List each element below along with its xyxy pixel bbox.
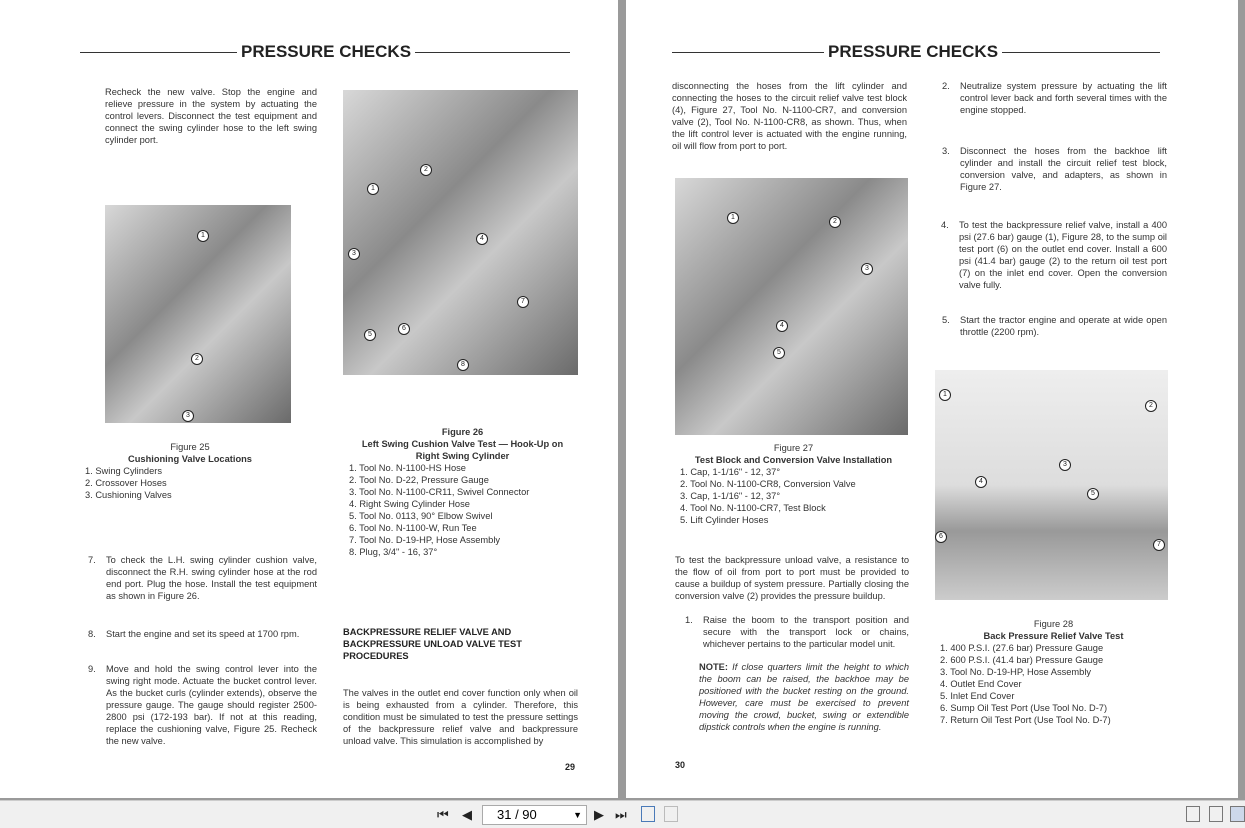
figure-25-caption: [85, 441, 295, 501]
step-number: 7.: [88, 555, 96, 565]
step-7: [88, 554, 317, 602]
figure-26-image: [343, 90, 578, 375]
legend-item: 4. Tool No. N-1100-CR7, Test Block: [680, 503, 826, 513]
header-title: PRESSURE CHECKS: [828, 42, 999, 61]
two-page-view-icon[interactable]: [1230, 806, 1245, 822]
legend-item: 2. 600 P.S.I. (41.4 bar) Pressure Gauge: [940, 655, 1104, 665]
first-page-button[interactable]: ⏮: [437, 807, 449, 822]
step-text: To test the backpressure relief valve, install a 400 psi (27.6 bar) gauge (1), Figure 28, to the sump oil test port (6) on the outlet end cover. Install a 600 psi (41.4 bar) gauge (2) to the return oil test port (7) on the inlet end cover. Open the conversion valve fully.: [959, 220, 1167, 290]
section-paragraph: The valves in the outlet end cover function only when oil is being exhausted from a cylinder. Therefore, this condition must be simulated to test the pressure settings of the backpressure relief valve and backpressure unload valve. This simulation is accomplished by: [343, 688, 578, 746]
last-page-button[interactable]: ⏭: [615, 807, 627, 822]
page-header: [80, 42, 570, 62]
note-text: If close quarters limit the height to which the boom can be raised, the backhoe may be positioned with the bucket resting on the ground. However, care must be exercised to prevent moving the crowd, bucket, swing or extendible dipstick controls when the engine is running.: [699, 662, 909, 732]
callout: 6: [398, 323, 410, 335]
next-page-button[interactable]: ▶: [594, 807, 604, 822]
legend-item: 5. Lift Cylinder Hoses: [680, 515, 769, 525]
legend-item: 8. Plug, 3/4" - 16, 37°: [349, 547, 438, 557]
step-number: 4.: [941, 220, 949, 230]
step-text: Move and hold the swing control lever into the swing right mode. Actuate the bucket control lever. As the bucket curls (cylinder extends), observe the pressure gauge. The gauge should register 2500-2800 psi (172-193 bar). If not at this reading, replace the cushioning valve, Figure 25. Recheck the new valve.: [106, 664, 317, 746]
legend-item: 5. Inlet End Cover: [940, 691, 1015, 701]
callout: 5: [773, 347, 785, 359]
figure-legend-list: [936, 642, 1171, 726]
legend-item: 3. Tool No. N-1100-CR11, Swivel Connector: [349, 487, 530, 497]
callout: 2: [1145, 400, 1157, 412]
figure-27-image: [675, 178, 908, 435]
chevron-down-icon: ▼: [573, 810, 582, 820]
callout: 2: [191, 353, 203, 365]
figure-25-image: [105, 205, 291, 423]
callout: 1: [939, 389, 951, 401]
figure-28-image: [935, 370, 1168, 600]
figure-subtitle: Back Pressure Relief Valve Test: [983, 631, 1124, 641]
figure-subtitle: Cushioning Valve Locations: [128, 454, 252, 464]
step-3: [942, 145, 1167, 193]
step-text: Start the engine and set its speed at 1700 rpm.: [106, 629, 300, 639]
unload-paragraph: To test the backpressure unload valve, a resistance to the flow of oil from port to port must be provided to cause a buildup of system pressure. Partially closing the conversion valve (2) provides the pressure buildup.: [675, 555, 909, 601]
figure-title: Figure 25: [170, 442, 210, 452]
legend-item: 4. Outlet End Cover: [940, 679, 1022, 689]
legend-item: 2. Tool No. N-1100-CR8, Conversion Valve: [680, 479, 856, 489]
callout: 1: [197, 230, 209, 242]
page-number: 30: [675, 760, 686, 770]
legend-item: 4. Right Swing Cylinder Hose: [349, 499, 470, 509]
callout: 3: [861, 263, 873, 275]
step-text: Disconnect the hoses from the backhoe lift cylinder and install the circuit relief test block, conversion valve, and adapters, as shown in Figure 27.: [960, 146, 1167, 192]
step-8: [88, 628, 328, 640]
callout: 4: [975, 476, 987, 488]
callout: 7: [517, 296, 529, 308]
figure-legend-list: [676, 466, 911, 526]
callout: 3: [348, 248, 360, 260]
callout: 2: [420, 164, 432, 176]
callout: 5: [1087, 488, 1099, 500]
fit-width-icon[interactable]: [664, 806, 678, 822]
callout: 1: [727, 212, 739, 224]
step-text: Neutralize system pressure by actuating the lift control lever back and forth several times with the engine stopped.: [960, 81, 1167, 115]
page-number: 29: [565, 762, 576, 772]
note-label: NOTE:: [699, 662, 728, 672]
step-text: Start the tractor engine and operate at wide open throttle (2200 rpm).: [960, 315, 1167, 337]
step-text: Raise the boom to the transport position and secure with the transport lock or chains, whichever pertains to the particular model unit.: [703, 615, 909, 649]
callout: 5: [364, 329, 376, 341]
single-page-view-icon[interactable]: [1186, 806, 1200, 822]
step-5: [942, 314, 1167, 338]
legend-item: 1. Swing Cylinders: [85, 466, 162, 476]
right-page: [626, 0, 1238, 798]
callout: 2: [829, 216, 841, 228]
note: [699, 661, 909, 733]
viewer-toolbar: [0, 800, 1245, 828]
header-title: PRESSURE CHECKS: [241, 42, 412, 61]
callout: 8: [457, 359, 469, 371]
step-2: [942, 80, 1167, 116]
callout: 3: [182, 410, 194, 422]
figure-legend-list: [85, 465, 295, 501]
step-number: 5.: [942, 315, 950, 325]
step-4: [941, 219, 1167, 291]
callout: 3: [1059, 459, 1071, 471]
legend-item: 6. Sump Oil Test Port (Use Tool No. D-7): [940, 703, 1108, 713]
figure-28-caption: [936, 618, 1171, 726]
callout: 4: [476, 233, 488, 245]
callout: 7: [1153, 539, 1165, 551]
legend-item: 3. Cap, 1-1/16" - 12, 37°: [680, 491, 781, 501]
step-number: 3.: [942, 146, 950, 156]
figure-title: Figure 27: [773, 443, 814, 453]
intro-paragraph: disconnecting the hoses from the lift cylinder and connecting the hoses to the circuit relief valve test block (4), Figure 27, Tool No. N-1100-CR7, and conversion valve (2), Tool No. N-1100-CR8, as shown. Thus, when the lift control lever is actuated with the engine running, oil will flow from port to port.: [672, 81, 907, 151]
figure-title: Figure 26: [441, 427, 484, 437]
legend-item: 2. Crossover Hoses: [85, 478, 167, 488]
figure-27-caption: [676, 442, 911, 526]
callout: 1: [367, 183, 379, 195]
continuous-view-icon[interactable]: [1209, 806, 1223, 822]
legend-item: 5. Tool No. 0113, 90° Elbow Swivel: [349, 511, 493, 521]
step-1: [685, 614, 909, 650]
figure-legend-list: [345, 462, 580, 558]
intro-paragraph: Recheck the new valve. Stop the engine and relieve pressure in the system by actuating the control levers. Disconnect the test equipment and connect the swing cylinder hose to the left swing cylinder port.: [105, 87, 317, 145]
legend-item: 3. Cushioning Valves: [85, 490, 172, 500]
fit-page-icon[interactable]: [641, 806, 655, 822]
previous-page-button[interactable]: ◀: [462, 807, 472, 822]
page-indicator: 31 / 90: [497, 807, 537, 822]
callout: 6: [935, 531, 947, 543]
callout: 4: [776, 320, 788, 332]
legend-item: 1. Tool No. N-1100-HS Hose: [349, 463, 466, 473]
page-header: [672, 42, 1160, 62]
figure-subtitle: Left Swing Cushion Valve Test — Hook-Up on Right Swing Cylinder: [361, 439, 564, 461]
step-text: To check the L.H. swing cylinder cushion valve, disconnect the R.H. swing cylinder hose at the rod end port. Plug the hose. Install the test equipment as shown in Figure 26.: [106, 555, 317, 601]
step-number: 8.: [88, 629, 96, 639]
figure-title: Figure 28: [1033, 619, 1074, 629]
legend-item: 1. 400 P.S.I. (27.6 bar) Pressure Gauge: [940, 643, 1104, 653]
legend-item: 7. Tool No. D-19-HP, Hose Assembly: [349, 535, 501, 545]
step-9: [88, 663, 317, 747]
step-number: 2.: [942, 81, 950, 91]
left-page: [0, 0, 618, 798]
figure-subtitle: Test Block and Conversion Valve Installation: [694, 455, 893, 465]
legend-item: 6. Tool No. N-1100-W, Run Tee: [349, 523, 477, 533]
legend-item: 1. Cap, 1-1/16" - 12, 37°: [680, 467, 781, 477]
step-number: 1.: [685, 615, 693, 625]
legend-item: 7. Return Oil Test Port (Use Tool No. D-7): [940, 715, 1111, 725]
legend-item: 3. Tool No. D-19-HP, Hose Assembly: [940, 667, 1092, 677]
legend-item: 2. Tool No. D-22, Pressure Gauge: [349, 475, 489, 485]
figure-26-caption: [345, 426, 580, 558]
step-number: 9.: [88, 664, 96, 674]
page-selector[interactable]: [482, 805, 587, 825]
section-heading: BACKPRESSURE RELIEF VALVE AND BACKPRESSURE UNLOAD VALVE TEST PROCEDURES: [343, 627, 522, 661]
